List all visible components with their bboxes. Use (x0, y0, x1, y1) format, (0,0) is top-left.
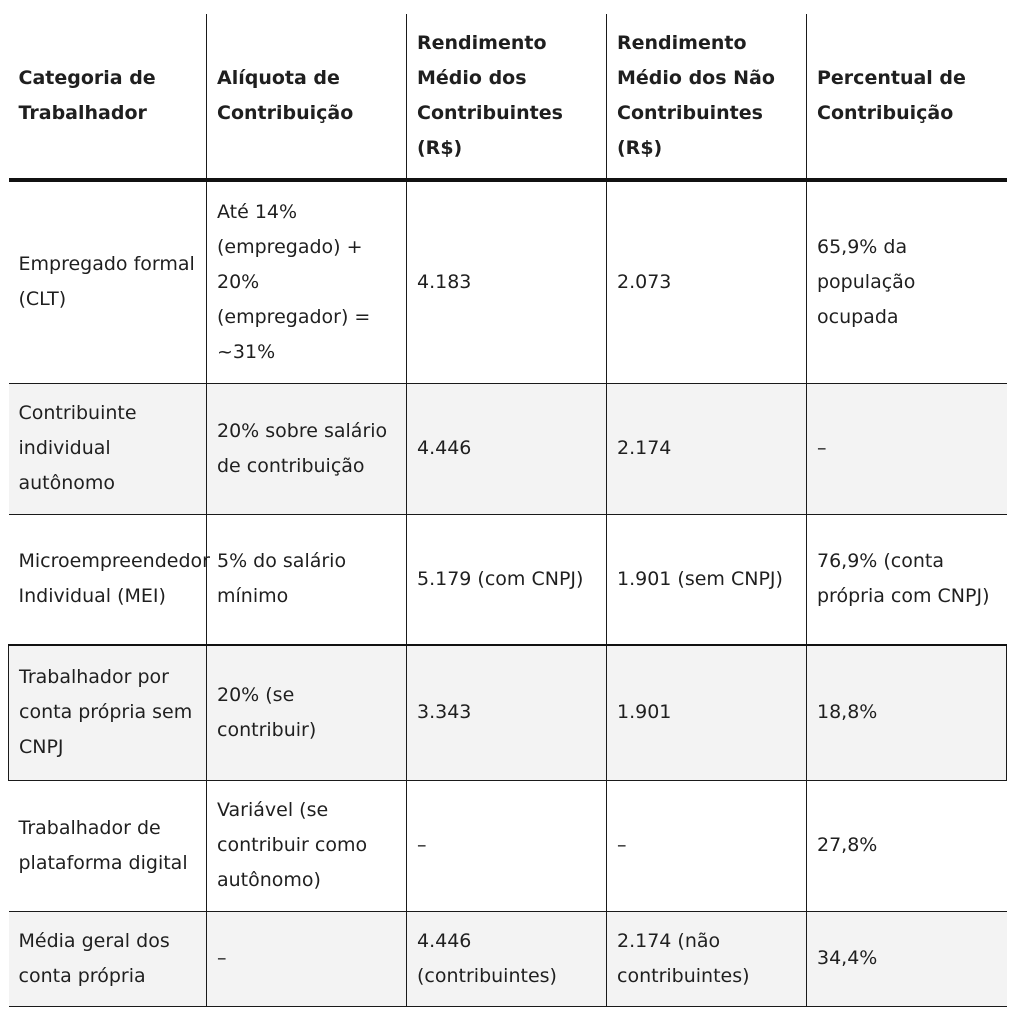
cell-rendimento-contribuintes: 3.343 (407, 645, 607, 780)
cell-percentual: 76,9% (conta própria com CNPJ) (807, 514, 1007, 645)
cell-rendimento-contribuintes: 4.446 (407, 383, 607, 514)
cell-aliquota: Variável (se contribuir como autônomo) (207, 780, 407, 911)
cell-rendimento-nao-contribuintes: 2.174 (607, 383, 807, 514)
table-row (9, 780, 1007, 911)
cell-rendimento-nao-contribuintes: – (607, 780, 807, 911)
table-row (9, 383, 1007, 514)
cell-rendimento-nao-contribuintes: 2.073 (607, 180, 807, 383)
header-rendimento-nao-contribuintes: Rendimento Médio dos Não Contribuintes (R$) (607, 14, 807, 180)
cell-percentual: 27,8% (807, 780, 1007, 911)
header-percentual: Percentual de Contribuição (807, 14, 1007, 180)
cell-rendimento-nao-contribuintes: 1.901 (sem CNPJ) (607, 514, 807, 645)
header-row (9, 14, 1007, 180)
cell-rendimento-contribuintes: 4.183 (407, 180, 607, 383)
cell-aliquota: 20% (se contribuir) (207, 645, 407, 780)
cell-rendimento-contribuintes: 5.179 (com CNPJ) (407, 514, 607, 645)
cell-aliquota: Até 14% (empregado) + 20% (empregador) = ~31% (207, 180, 407, 383)
cell-rendimento-nao-contribuintes: 1.901 (607, 645, 807, 780)
header-categoria: Categoria de Trabalhador (9, 14, 207, 180)
table-row (9, 514, 1007, 645)
contribution-table (8, 14, 1007, 1007)
cell-rendimento-contribuintes: 4.446 (contribuintes) (407, 911, 607, 1006)
cell-aliquota: 20% sobre salário de contribuição (207, 383, 407, 514)
cell-rendimento-contribuintes: – (407, 780, 607, 911)
cell-percentual: 34,4% (807, 911, 1007, 1006)
table-row (9, 911, 1007, 1006)
cell-percentual: – (807, 383, 1007, 514)
table-body (9, 180, 1007, 1006)
cell-percentual: 18,8% (807, 645, 1007, 780)
cell-categoria: Microempreendedor Individual (MEI) (9, 514, 207, 645)
cell-categoria: Média geral dos conta própria (9, 911, 207, 1006)
table-row (9, 180, 1007, 383)
cell-categoria: Empregado formal (CLT) (9, 180, 207, 383)
header-rendimento-contribuintes: Rendimento Médio dos Contribuintes (R$) (407, 14, 607, 180)
cell-categoria: Trabalhador de plataforma digital (9, 780, 207, 911)
table-header (9, 14, 1007, 180)
cell-aliquota: – (207, 911, 407, 1006)
table-row (9, 645, 1007, 780)
cell-rendimento-nao-contribuintes: 2.174 (não contribuintes) (607, 911, 807, 1006)
header-aliquota: Alíquota de Contribuição (207, 14, 407, 180)
cell-categoria: Contribuinte individual autônomo (9, 383, 207, 514)
cell-aliquota: 5% do salário mínimo (207, 514, 407, 645)
cell-percentual: 65,9% da população ocupada (807, 180, 1007, 383)
cell-categoria: Trabalhador por conta própria sem CNPJ (9, 645, 207, 780)
